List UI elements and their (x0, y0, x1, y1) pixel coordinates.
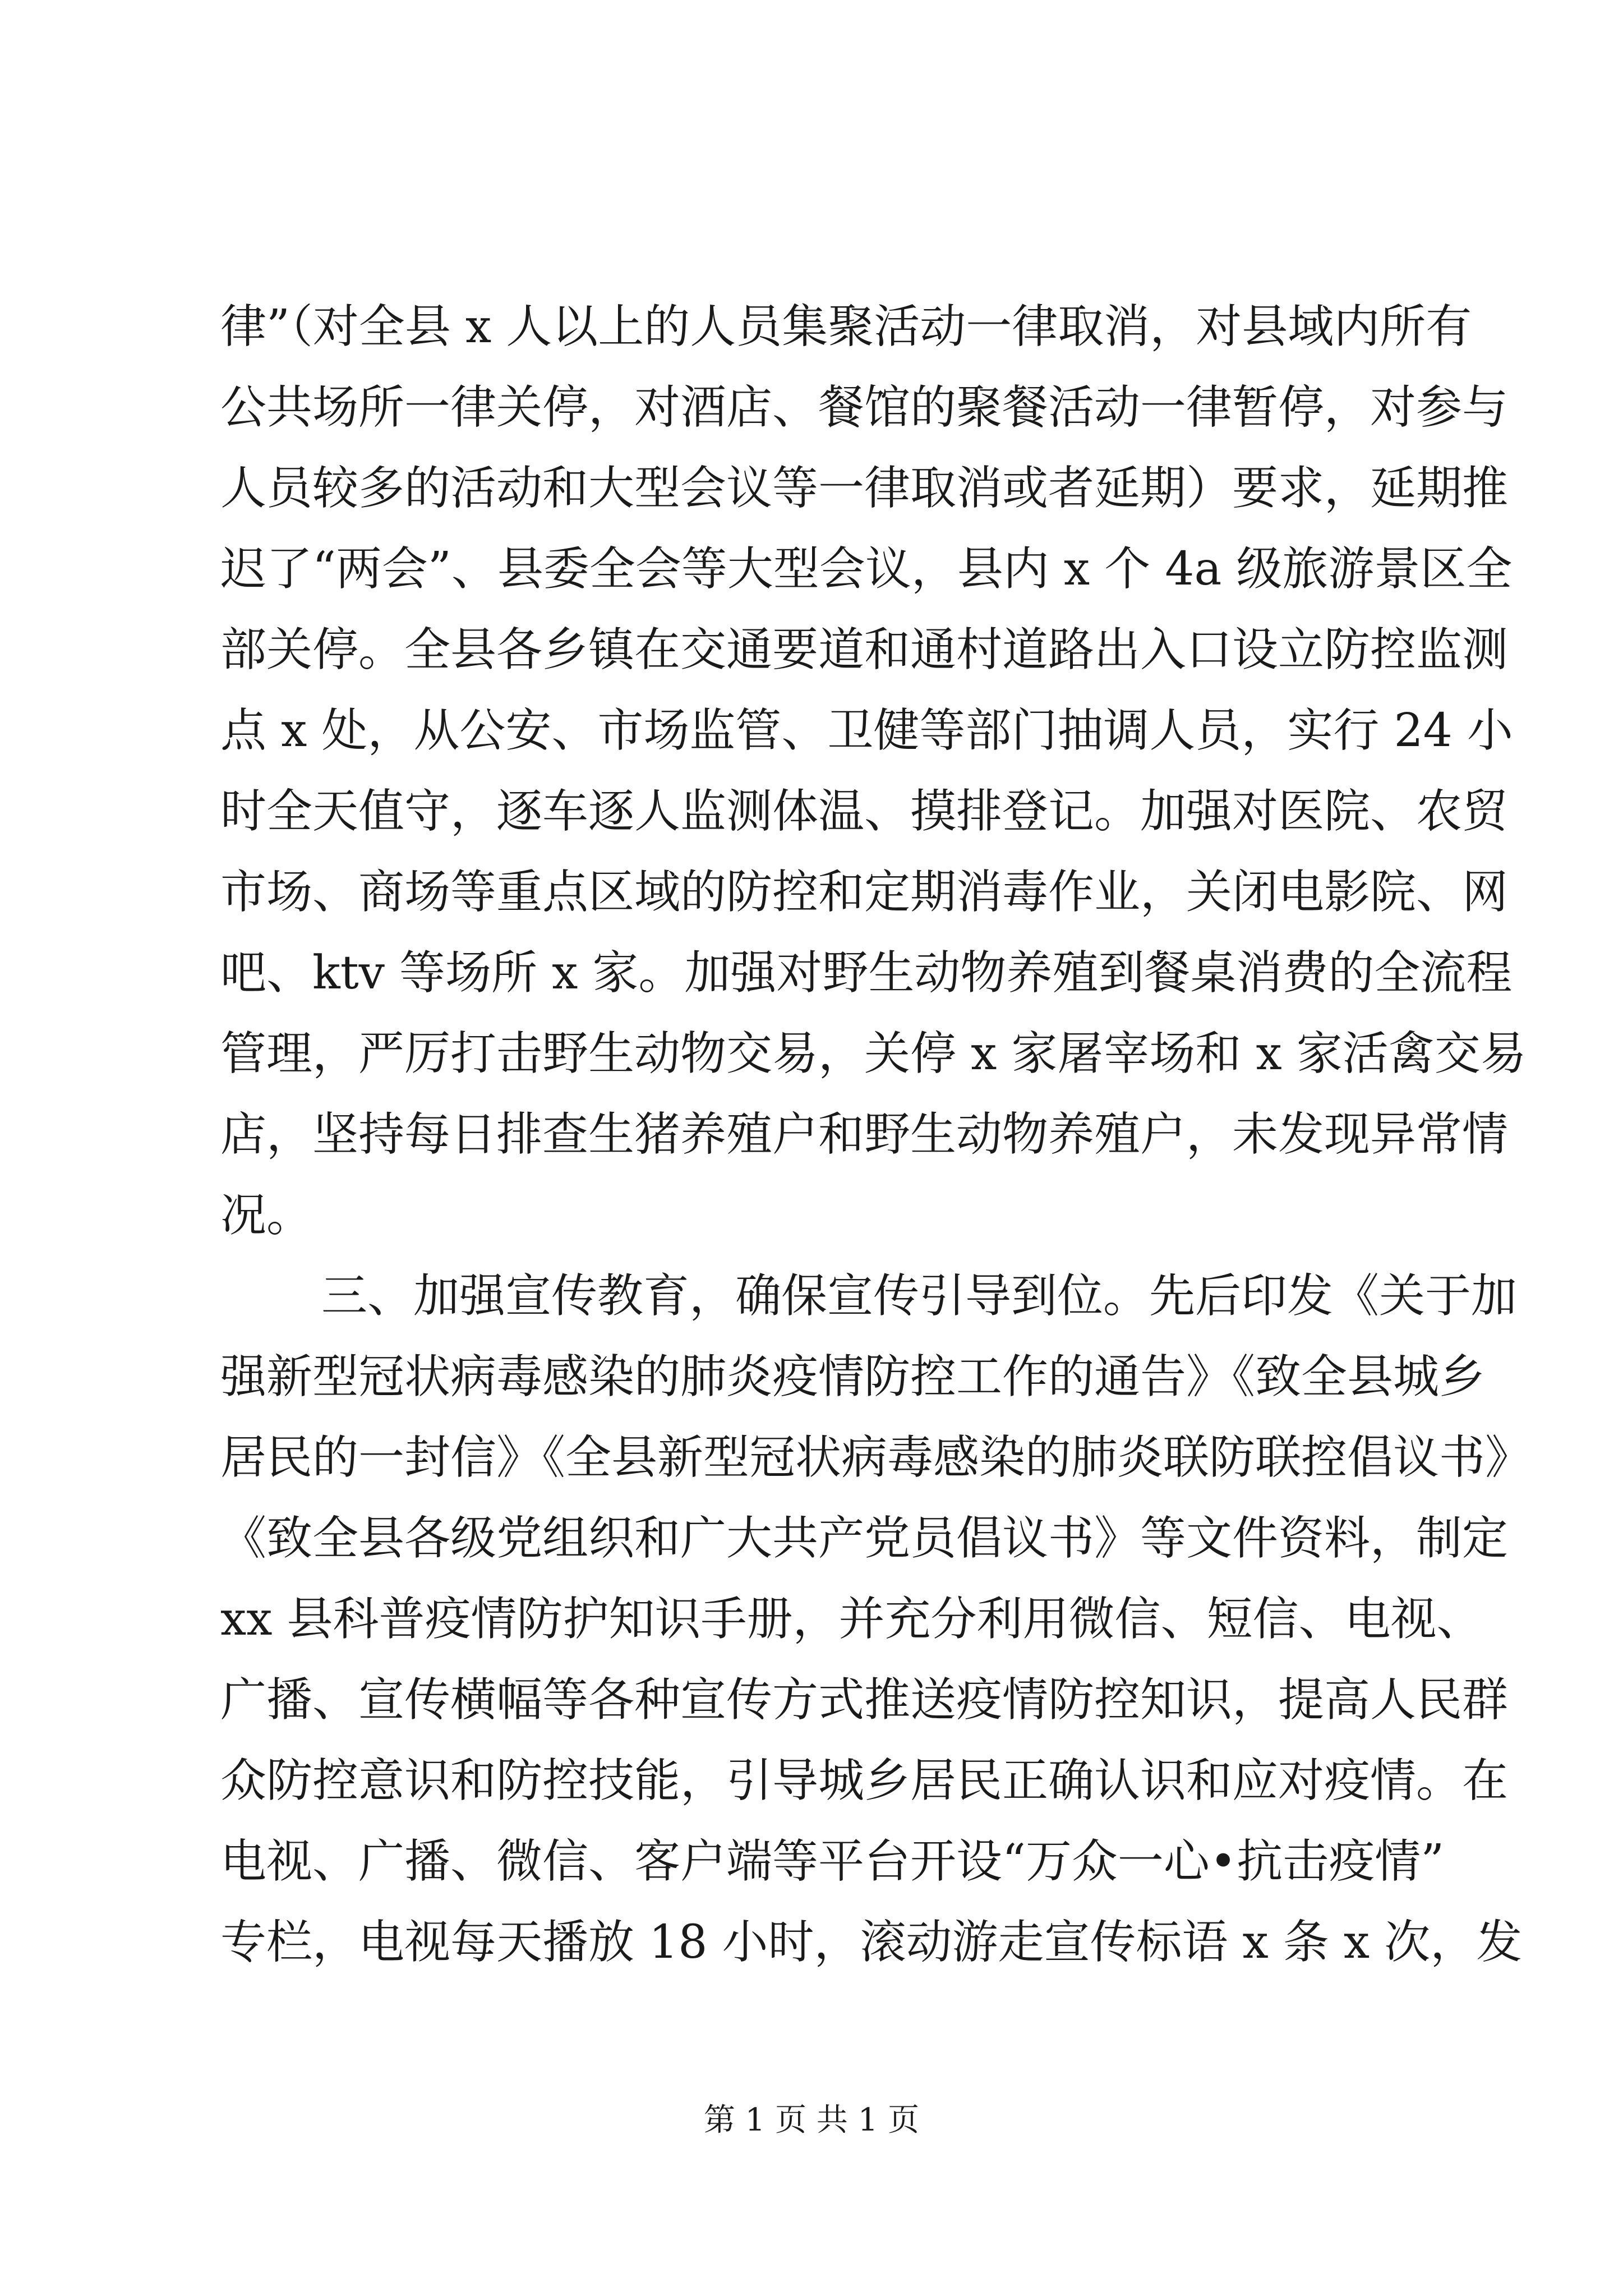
text-line: 众防控意识和防控技能，引导城乡居民正确认识和应对疫情。在 (220, 1754, 1509, 1807)
text-line: 广播、宣传横幅等各种宣传方式推送疫情防控知识，提高人民群 (220, 1673, 1509, 1727)
text-line: 电视、广播、微信、客户端等平台开设“万众一心•抗击疫情” (220, 1835, 1445, 1888)
text-line: 《致全县各级党组织和广大共产党员倡议书》等文件资料，制定 (220, 1512, 1509, 1565)
text-line: 律”（对全县 x 人以上的人员集聚活动一律取消，对县域内所有 (220, 300, 1472, 353)
text-line: 点 x 处，从公安、市场监管、卫健等部门抽调人员，实行 24 小 (220, 704, 1513, 757)
text-line: 市场、商场等重点区域的防控和定期消毒作业，关闭电影院、网 (220, 866, 1509, 919)
text-line: 况。 (220, 1189, 313, 1242)
text-line: xx 县科普疫情防护知识手册，并充分利用微信、短信、电视、 (220, 1593, 1483, 1646)
text-line: 居民的一封信》《全县新型冠状病毒感染的肺炎联防联控倡议书》 (220, 1431, 1532, 1484)
text-line: 迟了“两会”、县委全会等大型会议，县内 x 个 4a 级旅游景区全 (220, 542, 1513, 596)
paragraph-first-line: 三、加强宣传教育，确保宣传引导到位。先后印发《关于加 (321, 1269, 1518, 1323)
text-line: 时全天值守，逐车逐人监测体温、摸排登记。加强对医院、农贸 (220, 785, 1509, 838)
text-line: 管理，严厉打击野生动物交易，关停 x 家屠宰场和 x 家活禽交易 (220, 1027, 1527, 1080)
text-line: 部关停。全县各乡镇在交通要道和通村道路出入口设立防控监测 (220, 623, 1509, 677)
text-line: 专栏，电视每天播放 18 小时，滚动游走宣传标语 x 条 x 次，发 (220, 1916, 1523, 1969)
page-footer: 第 1 页 共 1 页 (703, 2102, 920, 2138)
text-line: 公共场所一律关停，对酒店、餐馆的聚餐活动一律暂停，对参与 (220, 381, 1509, 434)
text-line: 店，坚持每日排查生猪养殖户和野生动物养殖户，未发现异常情 (220, 1108, 1509, 1161)
text-line: 强新型冠状病毒感染的肺炎疫情防控工作的通告》《致全县城乡 (220, 1350, 1486, 1404)
text-line: 吧、ktv 等场所 x 家。加强对野生动物养殖到餐桌消费的全流程 (220, 946, 1513, 1000)
text-line: 人员较多的活动和大型会议等一律取消或者延期）要求，延期推 (220, 462, 1509, 515)
